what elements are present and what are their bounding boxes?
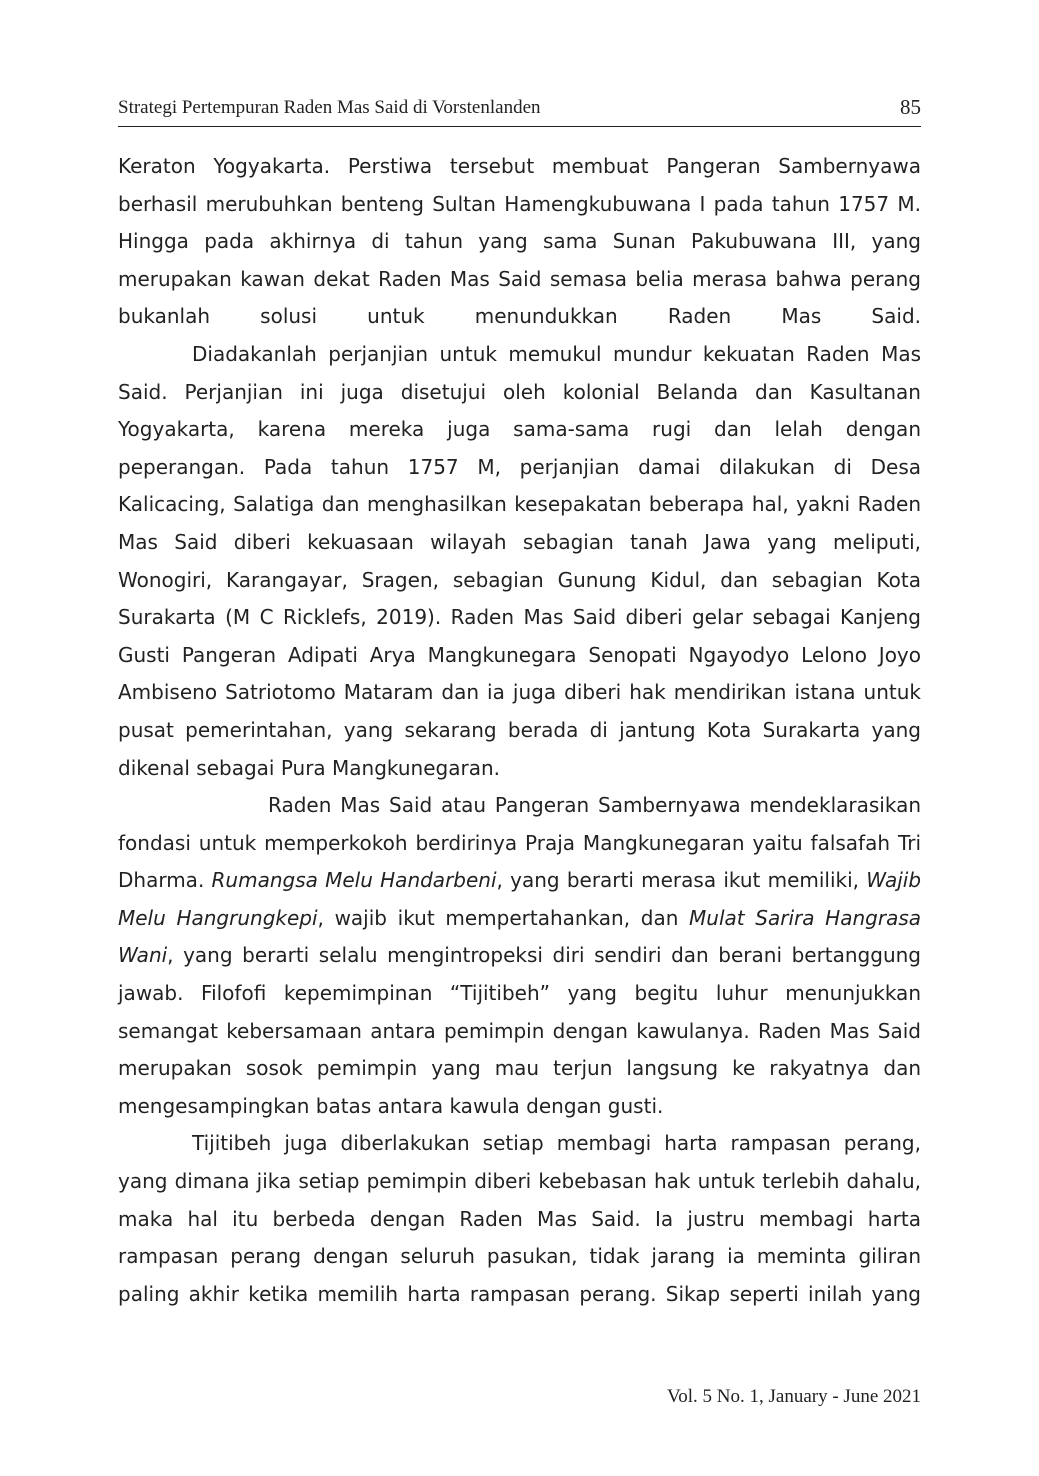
journal-issue-footer: Vol. 5 No. 1, January - June 2021 xyxy=(666,1386,921,1407)
paragraph-2: Diadakanlah perjanjian untuk memukul mundur kekuatan Raden Mas Said. Perjanjian ini juga disetujui oleh kolonial Belanda dan Kasultanan Yogyakarta, karena mereka juga sama-sama rugi dan lelah dengan peperangan. Pada tahun 1757 M, perjanjian damai dilakukan di Desa Kalicacing, Salatiga dan menghasilkan kesepakatan beberapa hal, yakni Raden Mas Said diberi kekuasaan wilayah sebagian tanah Jawa yang meliputi, Wonogiri, Karangayar, Sragen, sebagian Gunung Kidul, dan sebagian Kota Surakarta (M C Ricklefs, 2019). Raden Mas Said diberi gelar sebagai Kanjeng Gusti Pangeran Adipati Arya Mangkunegara Senopati Ngayodyo Lelono Joyo Ambiseno Satriotomo Mataram dan ia juga diberi hak mendirikan istana untuk pusat pemerintahan, yang sekarang berada di jantung Kota Surakarta yang dikenal sebagai Pura Mangkunegaran. xyxy=(118,341,921,780)
running-title: Strategi Pertempuran Raden Mas Said di Vorstenlanden xyxy=(118,97,541,118)
paragraph-3 xyxy=(118,787,921,1125)
italic-term-rumangsa: Rumangsa Melu Handarbeni xyxy=(211,868,497,893)
paragraph-1: Keraton Yogyakarta. Perstiwa tersebut membuat Pangeran Sambernyawa berhasil merubuhkan benteng Sultan Hamengkubuwana I pada tahun 1757 M. Hingga pada akhirnya di tahun yang sama Sunan Pakubuwana III, yang merupakan kawan dekat Raden Mas Said semasa belia merasa bahwa perang bukanlah solusi untuk menundukkan Raden Mas Said. xyxy=(118,154,921,329)
running-header xyxy=(118,96,921,127)
paragraph-3-text-c: , wajib ikut mempertahankan, dan xyxy=(317,905,690,930)
italic-term-wajib: Wajib Melu Hangrungkepi xyxy=(118,868,922,930)
page-number: 85 xyxy=(900,95,921,119)
article-body xyxy=(118,148,921,1313)
italic-term-mulat: Mulat Sarira Hangrasa Wani xyxy=(118,905,921,968)
paragraph-3-text-b: , yang berarti merasa ikut memiliki, xyxy=(496,868,867,893)
paragraph-3-text-d: , yang berarti selalu mengintropeksi diri sendiri dan berani bertanggung jawab. Filofofi kepemimpinan “Tijitibeh” yang begitu luhur menunjukkan semangat kebersamaan antara pemimpin dengan kawulanya. Raden Mas Said merupakan sosok pemimpin yang mau terjun langsung ke rakyatnya dan mengesampingkan batas antara kawula dengan gusti. xyxy=(118,943,921,1118)
paragraph-4: Tijitibeh juga diberlakukan setiap membagi harta rampasan perang, yang dimana jika setiap pemimpin diberi kebebasan hak untuk terlebih dahalu, maka hal itu berbeda dengan Raden Mas Said. Ia justru membagi harta rampasan perang dengan seluruh pasukan, tidak jarang ia meminta giliran paling akhir ketika memilih harta rampasan perang. Sikap seperti inilah yang xyxy=(118,1131,921,1306)
paragraph-3-text-a: Raden Mas Said atau Pangeran Sambernyawa mendeklarasikan fondasi untuk memperkokoh berdirinya Praja Mangkunegaran yaitu falsafah Tri Dharma. xyxy=(118,793,921,893)
